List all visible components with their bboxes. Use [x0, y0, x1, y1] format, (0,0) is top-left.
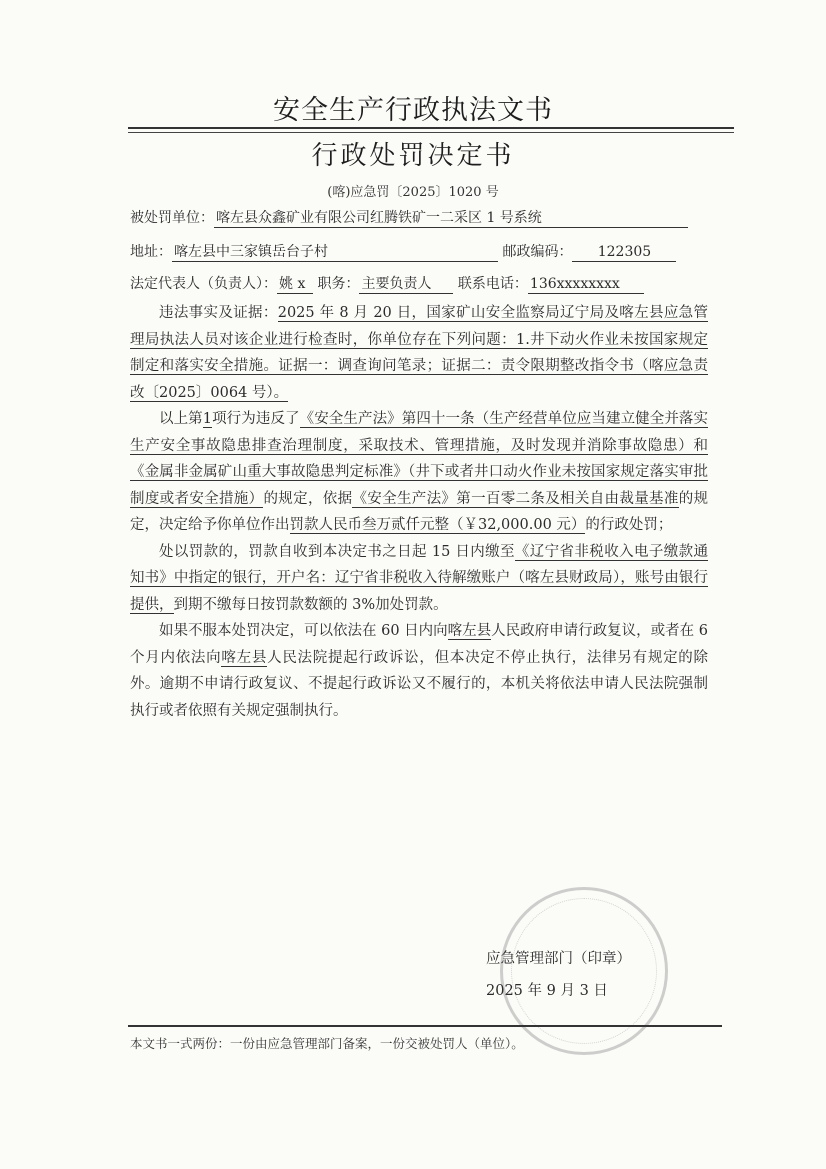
header-title: 安全生产行政执法文书: [273, 95, 553, 126]
payment-paragraph: [130, 539, 708, 619]
footer-rule: [128, 1025, 722, 1027]
payment-bank-info: 《辽宁省非税收入电子缴款通知书》中指定的银行，开户名：辽宁省非税收入待解缴账户（喀左县财政局），账号由银行提供，: [130, 543, 708, 613]
phone-label: 联系电话：: [457, 276, 528, 292]
position-label: 职务：: [317, 276, 360, 292]
penalty-amount: 罚款人民币叁万贰仟元整（￥32,000.00 元）: [289, 517, 586, 533]
address-label: 地址：: [130, 244, 172, 260]
representative-label: 法定代表人（负责人）：: [130, 276, 277, 292]
document-title: 行政处罚决定书: [311, 141, 515, 171]
address-row: [130, 241, 676, 262]
postcode-value: 122305: [572, 243, 676, 262]
legal-basis-paragraph: [130, 406, 708, 539]
postcode-label: 邮政编码：: [502, 244, 573, 260]
decision-body: [130, 300, 708, 724]
legal-basis-text-b: 项行为违反了: [212, 411, 300, 427]
issuing-authority: 应急管理部门（印章）: [486, 951, 631, 967]
legal-basis-text-d: 的规定，决定给予你单位作出: [130, 490, 709, 533]
footer-note: 本文书一式两份：一份由应急管理部门备案，一份交被处罚人（单位）。: [130, 1036, 524, 1051]
payment-text-b: 到期不缴每日按罚款数额的 3%加处罚款。: [173, 596, 448, 613]
legal-basis-text-e: 的行政处罚；: [585, 517, 673, 533]
document-number: (喀)应急罚〔2025〕1020 号: [327, 185, 499, 200]
appeal-paragraph: [130, 618, 708, 724]
violation-facts-text: 2025 年 8 月 20 日，国家矿山安全监察局辽宁局及喀左县应急管理局执法人员对该企业进行检查时，你单位存在下列问题：1.井下动火作业未按国家规定制定和落实安全措施。证据一：调查询问笔录；证据二：责令限期整改指令书（喀应急责改〔2025〕0064 号）。: [130, 305, 709, 401]
phone-value: 136xxxxxxxx: [528, 275, 644, 294]
appeal-court: 喀左县: [221, 649, 268, 666]
appeal-text-c: 人民法院提起行政诉讼，但本决定不停止执行，法律另有规定的除外。逾期不申请行政复议、不提起行政诉讼又不履行的，本机关将依法申请人民法院强制执行或者依照有关规定强制执行。: [130, 649, 709, 719]
signature-block: [486, 946, 631, 1010]
violation-item-number: 1: [202, 411, 212, 427]
appeal-text-a: 如果不服本处罚决定，可以依法在 60 日内向: [159, 623, 448, 639]
violation-facts-lead: 违法事实及证据：: [159, 305, 278, 321]
header-rule-thick: [128, 127, 734, 129]
legal-basis-text-a: 以上第: [159, 411, 203, 427]
violation-facts-paragraph: [130, 300, 708, 406]
issue-date: 2025 年 9 月 3 日: [486, 983, 608, 999]
penalty-basis: 《安全生产法》第一百零二条及相关自由裁量基准: [352, 490, 679, 507]
address-value: 喀左县中三家镇岳台子村: [172, 243, 498, 262]
unit-row: [130, 207, 688, 228]
violated-provisions: 《安全生产法》第四十一条（生产经营单位应当建立健全并落实生产安全事故隐患排查治理制度，采取技术、管理措施，及时发现并消除事故隐患）和《金属非金属矿山重大事故隐患判定标准》（井下或者井口动火作业未按国家规定落实审批制度或者安全措施）: [130, 411, 709, 507]
unit-label: 被处罚单位：: [130, 210, 214, 226]
representative-row: [130, 273, 644, 294]
representative-value: 姚 x: [277, 275, 313, 294]
appeal-government: 喀左县: [447, 623, 492, 639]
header-rule-thin: [128, 132, 734, 133]
unit-value: 喀左县众鑫矿业有限公司红腾铁矿一二采区 1 号系统: [214, 209, 688, 228]
legal-basis-text-c: 的规定，依据: [263, 490, 353, 507]
payment-text-a: 处以罚款的，罚款自收到本决定书之日起 15 日内缴至: [159, 543, 515, 560]
position-value: 主要负责人: [359, 275, 453, 294]
appeal-text-b: 人民政府申请行政复议，或者在 6 个月内依法向: [130, 623, 709, 666]
